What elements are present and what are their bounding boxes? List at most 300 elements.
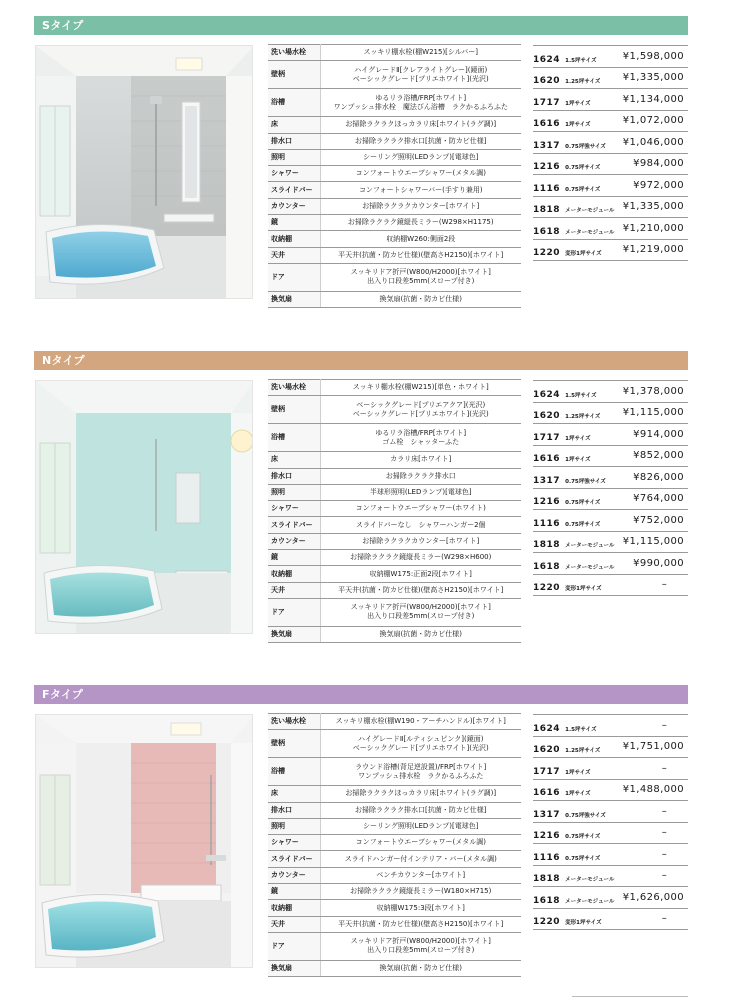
price-row (533, 908, 688, 930)
spec-row (268, 149, 521, 165)
spec-label: 鏡 (268, 215, 320, 231)
spec-label: 収納棚 (268, 231, 320, 247)
size-cell (533, 574, 611, 596)
price-row (533, 531, 688, 553)
spec-rows (268, 380, 521, 643)
size-cell (533, 865, 615, 887)
size-cell (533, 175, 611, 197)
spec-value: ゆるリラ浴槽/FRP[ホワイト] ワンプッシュ排水栓 魔法びん浴槽 ラクかるふろふた (320, 89, 521, 117)
size-label: 1坪サイズ (565, 122, 591, 129)
price-rows (533, 46, 688, 261)
price-row (533, 887, 688, 909)
bathroom-photo (35, 380, 253, 634)
spec-label: 照明 (268, 484, 320, 500)
price-value: – (611, 574, 688, 596)
spec-row (268, 263, 521, 291)
size-label: 0.75坪強サイズ (565, 812, 606, 819)
spec-row (268, 501, 521, 517)
size-label: 0.75坪サイズ (565, 186, 601, 193)
size-label: メーターモジュール (565, 898, 615, 905)
size-label: 変形1坪サイズ (565, 251, 602, 258)
price-row (533, 175, 688, 197)
spec-value: スッキリ棚水栓(棚W215)[単色・ホワイト] (320, 380, 521, 396)
spec-value: お掃除ラクラク排水口[抗菌・防カビ仕様] (320, 802, 521, 818)
spec-value: スライドバーなし シャワーハンガー2個 (320, 517, 521, 533)
size-label: 1坪サイズ (565, 457, 591, 464)
size-code: 1116 (533, 852, 561, 863)
size-label: メーターモジュール (565, 543, 615, 550)
price-value: – (611, 801, 688, 823)
spec-row (268, 166, 521, 182)
price-value: ¥1,072,000 (611, 110, 688, 132)
size-label: メーターモジュール (565, 564, 615, 571)
size-label: 1坪サイズ (565, 769, 591, 776)
price-table (533, 45, 688, 261)
spec-label: 排水口 (268, 802, 320, 818)
price-row (533, 736, 688, 758)
spec-row (268, 396, 521, 424)
price-row (533, 153, 688, 175)
price-value: ¥752,000 (611, 510, 688, 532)
spec-label: 収納棚 (268, 566, 320, 582)
spec-value: ゆるリラ浴槽/FRP[ホワイト] ゴム栓 シャッターふた (320, 424, 521, 452)
spec-row (268, 566, 521, 582)
spec-value: スライドハンガー付インテリア・バー(メタル調) (320, 851, 521, 867)
size-label: 1.5坪サイズ (565, 726, 597, 733)
spec-row (268, 851, 521, 867)
spec-rows (268, 714, 521, 977)
size-label: 1坪サイズ (565, 791, 591, 798)
size-cell (533, 424, 611, 446)
price-row (533, 381, 688, 403)
spec-label: 洗い場水栓 (268, 45, 320, 61)
spec-label: 床 (268, 117, 320, 133)
spec-label: 壁柄 (268, 730, 320, 758)
spec-label: 照明 (268, 149, 320, 165)
spec-label: 天井 (268, 582, 320, 598)
section-title: Nタイプ (42, 354, 85, 367)
spec-table (268, 379, 521, 643)
size-code: 1317 (533, 475, 561, 486)
price-value: ¥1,134,000 (611, 89, 688, 111)
size-cell (533, 715, 611, 737)
price-rows (533, 381, 688, 596)
spec-row (268, 133, 521, 149)
spec-value: 平天井(抗菌・防カビ仕様)(壁高さH2150)[ホワイト] (320, 916, 521, 932)
spec-label: カウンター (268, 198, 320, 214)
spec-row (268, 550, 521, 566)
spec-row (268, 960, 521, 976)
size-label: 1坪サイズ (565, 435, 591, 442)
spec-row (268, 758, 521, 786)
spec-label: ドア (268, 263, 320, 291)
spec-label: ドア (268, 932, 320, 960)
spec-value: 換気扇(抗菌・防カビ仕様) (320, 626, 521, 642)
size-cell (533, 67, 611, 89)
size-cell (533, 844, 611, 866)
spec-value: ラウンド浴槽(背足逆設置)/FRP[ホワイト] ワンプッシュ排水栓 ラクかるふろふた (320, 758, 521, 786)
spec-label: 鏡 (268, 550, 320, 566)
price-row (533, 844, 688, 866)
spec-value: お掃除ラクラク排水口[抗菌・防カビ仕様] (320, 133, 521, 149)
spec-value: 平天井(抗菌・防カビ仕様)(壁高さH2150)[ホワイト] (320, 582, 521, 598)
size-cell (533, 218, 615, 240)
spec-value: お掃除ラクラクカウンター[ホワイト] (320, 533, 521, 549)
spec-label: 鏡 (268, 884, 320, 900)
size-cell (533, 153, 611, 175)
spec-value: コンフォートシャワーバー(手すり兼用) (320, 182, 521, 198)
price-row (533, 67, 688, 89)
spec-row (268, 884, 521, 900)
spec-row (268, 900, 521, 916)
spec-value: ハイグレードⅡ[クレアライトグレー](鏡面) ベーシックグレード[プリエホワイト](光沢) (320, 61, 521, 89)
spec-value: シーリング照明(LEDランプ)[電球色] (320, 818, 521, 834)
spec-row (268, 582, 521, 598)
price-value: ¥1,335,000 (611, 67, 688, 89)
size-code: 1216 (533, 831, 561, 842)
size-code: 1317 (533, 140, 561, 151)
spec-value: カラリ床[ホワイト] (320, 452, 521, 468)
spec-label: 浴槽 (268, 89, 320, 117)
spec-row (268, 231, 521, 247)
spec-row (268, 818, 521, 834)
price-value: ¥1,488,000 (611, 779, 688, 801)
spec-value: コンフォートウエーブシャワー(メタル調) (320, 835, 521, 851)
section-header (34, 685, 688, 704)
spec-table (268, 44, 521, 308)
price-row (533, 46, 688, 68)
spec-label: シャワー (268, 501, 320, 517)
size-code: 1620 (533, 411, 561, 422)
size-code: 1116 (533, 518, 561, 529)
price-value: ¥1,219,000 (611, 239, 688, 261)
price-row (533, 89, 688, 111)
spec-label: ドア (268, 598, 320, 626)
price-value: ¥1,626,000 (611, 887, 688, 909)
spec-row (268, 517, 521, 533)
size-cell (533, 510, 611, 532)
size-code: 1717 (533, 766, 561, 777)
spec-label: 床 (268, 452, 320, 468)
spec-row (268, 730, 521, 758)
size-label: 0.75坪サイズ (565, 521, 601, 528)
size-code: 1317 (533, 809, 561, 820)
bathroom-f-illustration (36, 715, 253, 968)
spec-label: 換気扇 (268, 960, 320, 976)
size-label: 0.75坪強サイズ (565, 478, 606, 485)
size-code: 1220 (533, 248, 561, 259)
size-label: 0.75坪強サイズ (565, 143, 606, 150)
size-code: 1220 (533, 917, 561, 928)
size-label: 0.75坪サイズ (565, 834, 601, 841)
price-value: ¥1,115,000 (611, 531, 688, 553)
size-cell (533, 553, 615, 575)
spec-value: お掃除ラクラクほっカラリ床[ホワイト(ラグ調)] (320, 117, 521, 133)
size-code: 1616 (533, 454, 561, 465)
spec-value: 収納棚W260:側面2段 (320, 231, 521, 247)
spec-value: ベーシックグレード[プリエアクア](光沢) ベーシックグレード[プリエホワイト](光沢) (320, 396, 521, 424)
spec-row (268, 916, 521, 932)
price-row (533, 801, 688, 823)
bathroom-photo (35, 45, 253, 299)
spec-value: スッキリドア折戸(W800/H2000)[ホワイト] 出入り口段差5mm(スロープ付き) (320, 598, 521, 626)
spec-value: お掃除ラクラク鏡縦長ミラー(W298×H600) (320, 550, 521, 566)
spec-row (268, 61, 521, 89)
spec-row (268, 598, 521, 626)
size-code: 1220 (533, 583, 561, 594)
size-cell (533, 196, 615, 218)
price-value: ¥972,000 (611, 175, 688, 197)
spec-label: 床 (268, 786, 320, 802)
spec-label: 壁柄 (268, 396, 320, 424)
size-cell (533, 89, 611, 111)
bathroom-s-illustration (36, 46, 253, 299)
size-cell (533, 110, 611, 132)
section-header (34, 16, 688, 35)
footer-divider (572, 996, 688, 997)
price-value: ¥1,598,000 (611, 46, 688, 68)
price-row (533, 132, 688, 154)
size-label: 0.75坪サイズ (565, 165, 601, 172)
spec-row (268, 484, 521, 500)
price-row (533, 239, 688, 261)
spec-label: 浴槽 (268, 424, 320, 452)
price-row (533, 196, 688, 218)
section-title: Fタイプ (42, 688, 84, 701)
price-row (533, 218, 688, 240)
size-cell (533, 758, 611, 780)
spec-value: お掃除ラクラク鏡縦長ミラー(W298×H1175) (320, 215, 521, 231)
price-value: ¥914,000 (611, 424, 688, 446)
spec-label: 浴槽 (268, 758, 320, 786)
spec-label: 換気扇 (268, 291, 320, 307)
size-code: 1616 (533, 119, 561, 130)
spec-value: お掃除ラクラク鏡縦長ミラー(W180×H715) (320, 884, 521, 900)
price-row (533, 865, 688, 887)
spec-row (268, 182, 521, 198)
price-value: – (611, 758, 688, 780)
size-label: メーターモジュール (565, 229, 615, 236)
size-code: 1624 (533, 54, 561, 65)
spec-row (268, 468, 521, 484)
size-cell (533, 445, 611, 467)
size-cell (533, 402, 611, 424)
price-value: ¥984,000 (611, 153, 688, 175)
price-row (533, 402, 688, 424)
spec-table (268, 713, 521, 977)
spec-label: 照明 (268, 818, 320, 834)
spec-value: スッキリ棚水栓(棚W215)[シルバー] (320, 45, 521, 61)
spec-label: 排水口 (268, 133, 320, 149)
price-row (533, 779, 688, 801)
size-cell (533, 779, 611, 801)
spec-label: シャワー (268, 166, 320, 182)
price-value: ¥1,335,000 (611, 196, 688, 218)
spec-value: お掃除ラクラクカウンター[ホワイト] (320, 198, 521, 214)
price-row (533, 715, 688, 737)
size-label: 1坪サイズ (565, 100, 591, 107)
spec-rows (268, 45, 521, 308)
spec-label: 天井 (268, 916, 320, 932)
spec-value: ベンチカウンター[ホワイト] (320, 867, 521, 883)
spec-row (268, 452, 521, 468)
price-value: ¥852,000 (611, 445, 688, 467)
size-cell (533, 467, 611, 489)
size-cell (533, 801, 611, 823)
size-code: 1818 (533, 540, 561, 551)
size-code: 1717 (533, 97, 561, 108)
size-code: 1818 (533, 874, 561, 885)
spec-row (268, 424, 521, 452)
bathroom-photo (35, 714, 253, 968)
price-row (533, 553, 688, 575)
size-cell (533, 887, 615, 909)
price-value: – (611, 865, 688, 887)
price-value: ¥1,210,000 (611, 218, 688, 240)
price-value: ¥1,378,000 (611, 381, 688, 403)
price-row (533, 467, 688, 489)
spec-label: 排水口 (268, 468, 320, 484)
size-label: 変形1坪サイズ (565, 586, 602, 593)
spec-row (268, 117, 521, 133)
spec-row (268, 533, 521, 549)
price-row (533, 510, 688, 532)
spec-label: 収納棚 (268, 900, 320, 916)
size-label: メーターモジュール (565, 877, 615, 884)
price-value: ¥764,000 (611, 488, 688, 510)
spec-label: 洗い場水栓 (268, 714, 320, 730)
spec-row (268, 89, 521, 117)
spec-value: お掃除ラクラクほっカラリ床[ホワイト(ラグ調)] (320, 786, 521, 802)
size-label: 0.75坪サイズ (565, 855, 601, 862)
size-cell (533, 736, 611, 758)
size-label: メーターモジュール (565, 208, 615, 215)
size-label: 1.25坪サイズ (565, 414, 601, 421)
spec-row (268, 714, 521, 730)
size-code: 1216 (533, 162, 561, 173)
size-label: 1.25坪サイズ (565, 748, 601, 755)
size-cell (533, 239, 611, 261)
price-value: ¥826,000 (611, 467, 688, 489)
size-label: 1.5坪サイズ (565, 57, 597, 64)
spec-row (268, 626, 521, 642)
price-value: – (611, 844, 688, 866)
price-rows (533, 715, 688, 930)
section-header (34, 351, 688, 370)
spec-label: カウンター (268, 867, 320, 883)
size-code: 1717 (533, 432, 561, 443)
spec-row (268, 835, 521, 851)
spec-label: 壁柄 (268, 61, 320, 89)
spec-row (268, 802, 521, 818)
spec-value: ハイグレードⅡ[ルティシュピンク](鏡面) ベーシックグレード[プリエホワイト](光沢) (320, 730, 521, 758)
spec-row (268, 198, 521, 214)
spec-row (268, 867, 521, 883)
price-value: ¥990,000 (611, 553, 688, 575)
spec-value: コンフォートウエーブシャワー(メタル調) (320, 166, 521, 182)
spec-label: スライドバー (268, 851, 320, 867)
price-value: – (611, 908, 688, 930)
size-label: 1.25坪サイズ (565, 79, 601, 86)
size-cell (533, 381, 611, 403)
size-cell (533, 488, 611, 510)
price-row (533, 445, 688, 467)
size-code: 1618 (533, 895, 561, 906)
size-code: 1216 (533, 497, 561, 508)
price-row (533, 758, 688, 780)
spec-label: シャワー (268, 835, 320, 851)
spec-label: 換気扇 (268, 626, 320, 642)
price-row (533, 822, 688, 844)
price-value: ¥1,751,000 (611, 736, 688, 758)
spec-value: お掃除ラクラク排水口 (320, 468, 521, 484)
size-cell (533, 822, 611, 844)
bathroom-n-illustration (36, 381, 253, 634)
size-cell (533, 908, 611, 930)
spec-label: 洗い場水栓 (268, 380, 320, 396)
spec-value: 収納棚W175:正面2段[ホワイト] (320, 566, 521, 582)
price-table (533, 380, 688, 596)
spec-row (268, 786, 521, 802)
spec-value: 換気扇(抗菌・防カビ仕様) (320, 960, 521, 976)
spec-value: スッキリドア折戸(W800/H2000)[ホワイト] 出入り口段差5mm(スロープ付き) (320, 263, 521, 291)
spec-value: 半球形照明(LEDランプ)[電球色] (320, 484, 521, 500)
spec-value: コンフォートウエーブシャワー(ホワイト) (320, 501, 521, 517)
price-row (533, 424, 688, 446)
size-cell (533, 132, 611, 154)
price-table (533, 714, 688, 930)
size-code: 1620 (533, 76, 561, 87)
size-label: 変形1坪サイズ (565, 920, 602, 927)
spec-label: 天井 (268, 247, 320, 263)
spec-row (268, 291, 521, 307)
spec-value: 収納棚W175:3段[ホワイト] (320, 900, 521, 916)
spec-value: 平天井(抗菌・防カビ仕様)(壁高さH2150)[ホワイト] (320, 247, 521, 263)
spec-value: スッキリドア折戸(W800/H2000)[ホワイト] 出入り口段差5mm(スロープ付き) (320, 932, 521, 960)
spec-value: スッキリ棚水栓(棚W190・アーチハンドル)[ホワイト] (320, 714, 521, 730)
price-value: ¥1,115,000 (611, 402, 688, 424)
size-code: 1818 (533, 205, 561, 216)
spec-row (268, 45, 521, 61)
spec-row (268, 247, 521, 263)
price-value: ¥1,046,000 (611, 132, 688, 154)
spec-label: カウンター (268, 533, 320, 549)
price-value: – (611, 715, 688, 737)
spec-row (268, 215, 521, 231)
size-code: 1624 (533, 389, 561, 400)
size-code: 1616 (533, 788, 561, 799)
size-cell (533, 531, 615, 553)
spec-value: シーリング照明(LEDランプ)[電球色] (320, 149, 521, 165)
size-code: 1116 (533, 183, 561, 194)
size-label: 1.5坪サイズ (565, 392, 597, 399)
size-label: 0.75坪サイズ (565, 500, 601, 507)
spec-value: 換気扇(抗菌・防カビ仕様) (320, 291, 521, 307)
price-value: – (611, 822, 688, 844)
size-code: 1618 (533, 561, 561, 572)
size-cell (533, 46, 611, 68)
spec-row (268, 380, 521, 396)
price-row (533, 110, 688, 132)
price-row (533, 574, 688, 596)
spec-row (268, 932, 521, 960)
spec-label: スライドバー (268, 182, 320, 198)
spec-label: スライドバー (268, 517, 320, 533)
size-code: 1618 (533, 226, 561, 237)
section-title: Sタイプ (42, 19, 84, 32)
size-code: 1624 (533, 723, 561, 734)
size-code: 1620 (533, 745, 561, 756)
